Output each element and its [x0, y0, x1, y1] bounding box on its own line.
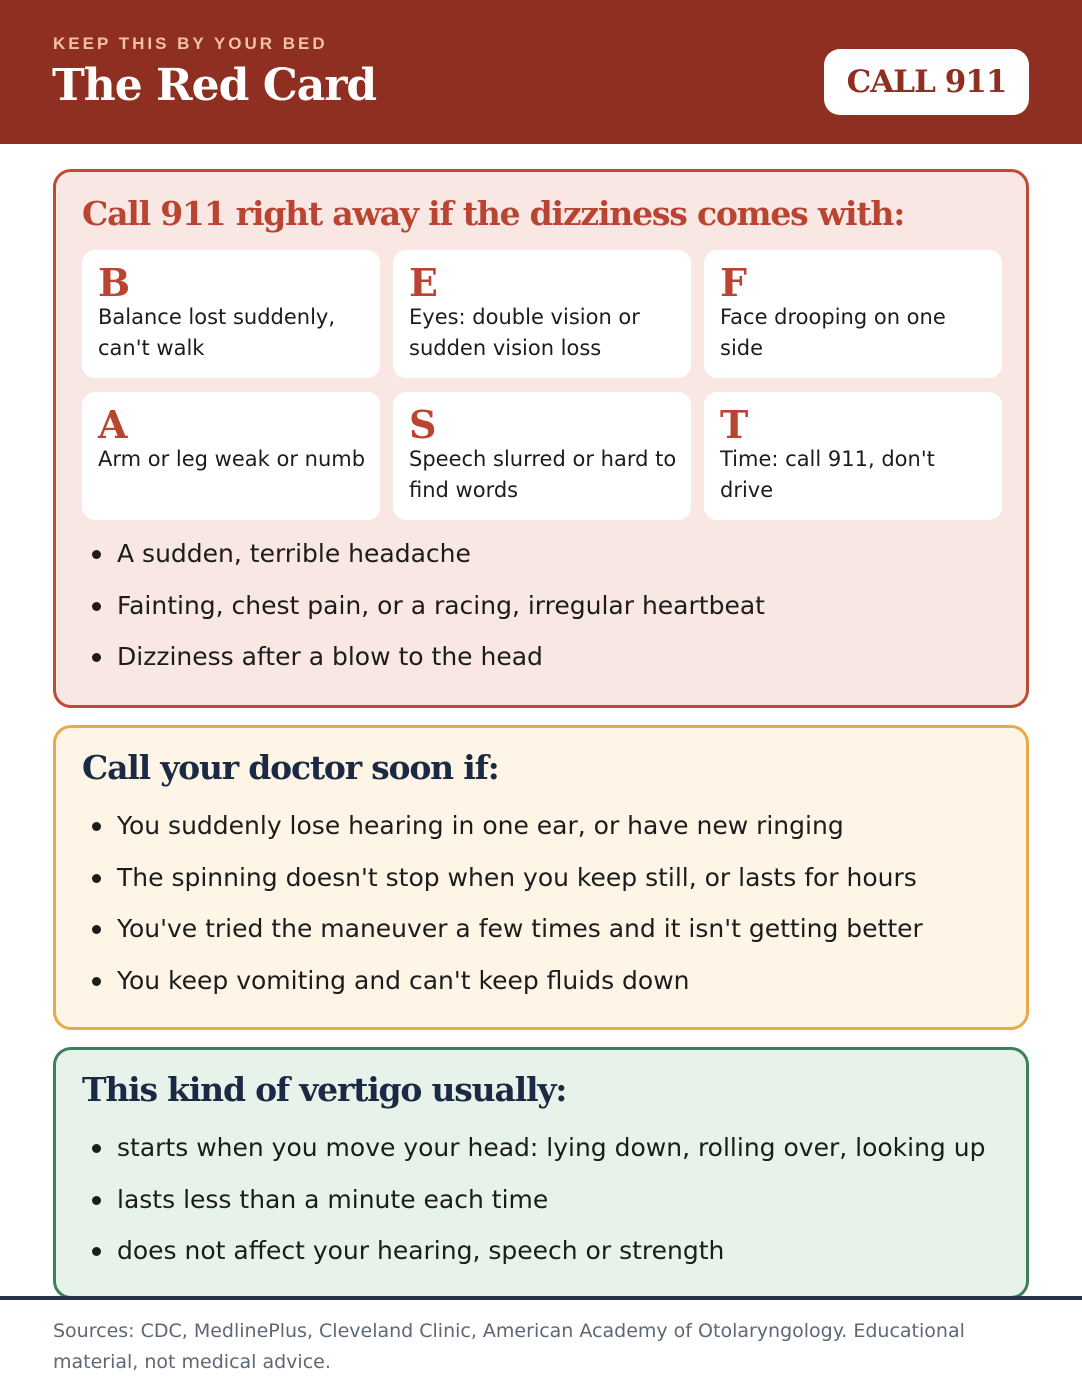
list-item: A sudden, terrible headache: [90, 528, 765, 580]
usual-heading: This kind of vertigo usually:: [82, 1070, 567, 1109]
befast-text: Face drooping on one side: [720, 305, 946, 360]
befast-letter: F: [720, 260, 747, 305]
befast-card-f: [704, 250, 1002, 378]
emergency-panel: [53, 169, 1029, 708]
footer-sources: Sources: CDC, MedlinePlus, Cleveland Clinic, American Academy of Otolaryngology. Educational material, not medical advice.: [53, 1320, 965, 1373]
usual-bullet-list: [90, 1122, 985, 1277]
emergency-bullet-list: [90, 528, 765, 683]
doctor-bullet-list: [90, 800, 923, 1006]
befast-card-e: [393, 250, 691, 378]
list-item: starts when you move your head: lying down, rolling over, looking up: [90, 1122, 985, 1174]
befast-letter: S: [409, 402, 437, 447]
list-item: lasts less than a minute each time: [90, 1174, 985, 1226]
page-title: The Red Card: [52, 60, 377, 111]
befast-letter: E: [409, 260, 438, 305]
befast-letter: B: [98, 260, 131, 305]
list-item: You've tried the maneuver a few times and it isn't getting better: [90, 903, 923, 955]
list-item: Dizziness after a blow to the head: [90, 631, 765, 683]
header-kicker: KEEP THIS BY YOUR BED: [53, 34, 328, 53]
befast-text: Arm or leg weak or numb: [98, 447, 366, 471]
footer-divider: [0, 1296, 1082, 1300]
befast-text: Time: call 911, don't drive: [720, 447, 935, 502]
list-item: The spinning doesn't stop when you keep still, or lasts for hours: [90, 852, 923, 904]
befast-card-b: [82, 250, 380, 378]
header-banner: [0, 0, 1082, 144]
emergency-heading: Call 911 right away if the dizziness comes with:: [82, 194, 905, 233]
befast-letter: T: [720, 402, 749, 447]
doctor-panel: [53, 725, 1029, 1030]
call-911-badge: CALL 911: [824, 49, 1029, 115]
doctor-heading: Call your doctor soon if:: [82, 748, 499, 787]
list-item: Fainting, chest pain, or a racing, irregular heartbeat: [90, 580, 765, 632]
befast-letter: A: [98, 402, 128, 447]
usual-vertigo-panel: [53, 1047, 1029, 1299]
befast-card-t: [704, 392, 1002, 520]
list-item: You suddenly lose hearing in one ear, or have new ringing: [90, 800, 923, 852]
befast-text: Balance lost suddenly, can't walk: [98, 305, 336, 360]
befast-card-s: [393, 392, 691, 520]
list-item: You keep vomiting and can't keep fluids down: [90, 955, 923, 1007]
befast-text: Eyes: double vision or sudden vision loss: [409, 305, 640, 360]
list-item: does not affect your hearing, speech or strength: [90, 1225, 985, 1277]
befast-card-a: [82, 392, 380, 520]
befast-text: Speech slurred or hard to find words: [409, 447, 677, 502]
